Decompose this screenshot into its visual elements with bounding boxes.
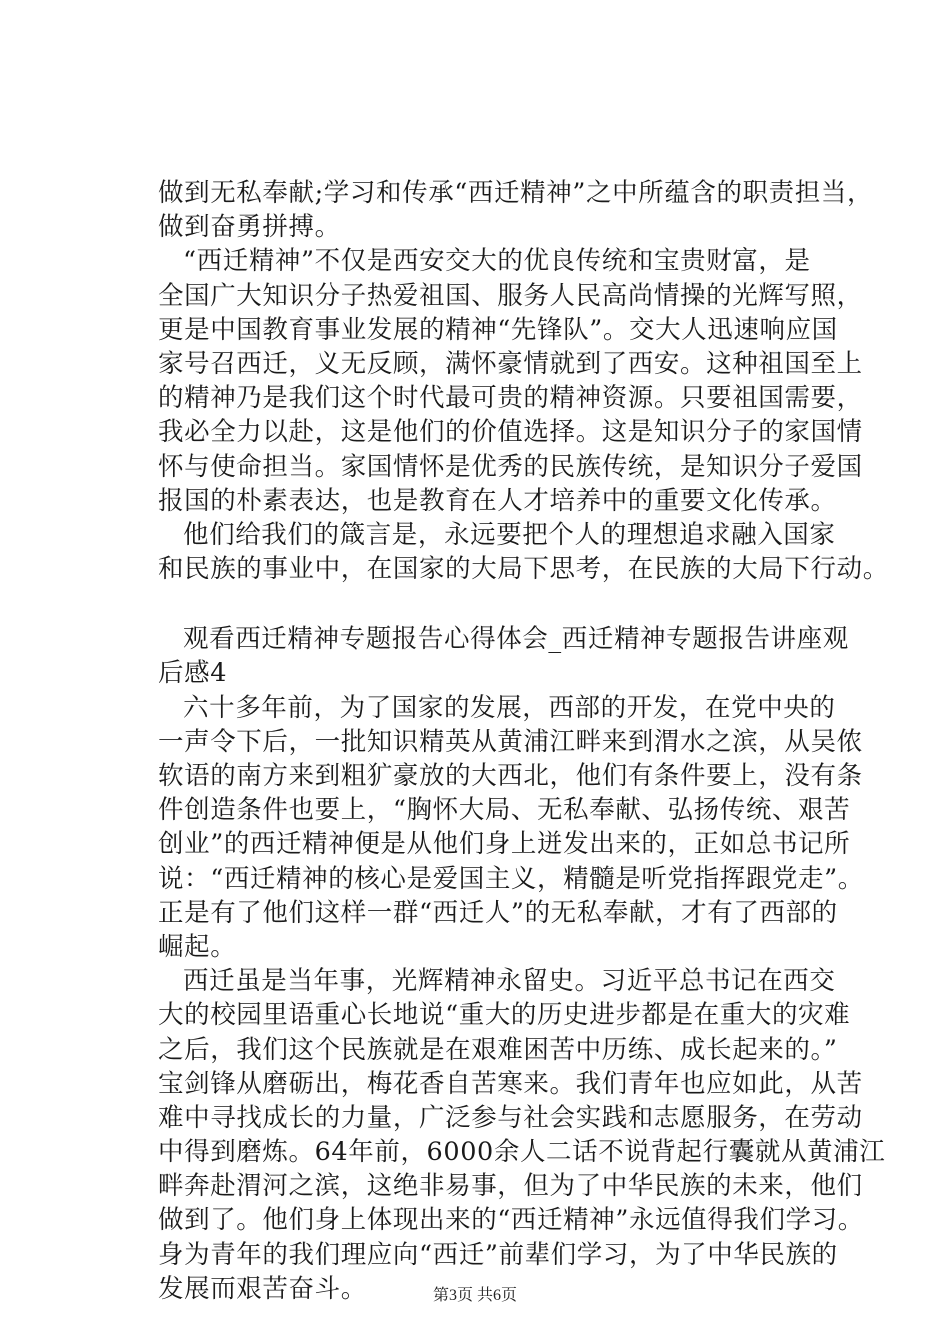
text-line: 做到奋勇拼搏。 — [158, 212, 341, 243]
paragraph-1 — [158, 176, 874, 244]
text-line: 之后，我们这个民族就是在艰难困苦中历练、成长起来的。” — [158, 1034, 838, 1065]
text-line: 正是有了他们这样一群“西迁人”的无私奉献，才有了西部的 — [158, 897, 838, 928]
text-line: 我必全力以赴，这是他们的价值选择。这是知识分子的家国情 — [158, 417, 863, 448]
text-line: 和民族的事业中，在国家的大局下思考，在民族的大局下行动。 — [158, 554, 889, 585]
text-line: 件创造条件也要上，“胸怀大局、无私奉献、弘扬传统、艰苦 — [158, 795, 851, 826]
paragraph-2 — [158, 244, 863, 518]
text-line: 畔奔赴渭河之滨，这绝非易事，但为了中华民族的未来，他们 — [158, 1171, 863, 1202]
text-line: 一声令下后，一批知识精英从黄浦江畔来到渭水之滨，从吴侬 — [158, 726, 863, 757]
paragraph-4 — [158, 691, 864, 965]
text-line: 全国广大知识分子热爱祖国、服务人民高尚情操的光辉写照， — [158, 280, 863, 311]
text-line: 的精神乃是我们这个时代最可贵的精神资源。只要祖国需要， — [158, 383, 863, 414]
paragraph-gap — [158, 586, 838, 622]
paragraph-5 — [158, 964, 886, 1306]
page-number-footer: 第3页 共6页 — [432, 1287, 517, 1304]
text-line: 宝剑锋从磨砺出，梅花香自苦寒来。我们青年也应如此，从苦 — [158, 1068, 863, 1099]
text-line: 怀与使命担当。家国情怀是优秀的民族传统，是知识分子爱国 — [158, 451, 863, 482]
text-line: “西迁精神”不仅是西安交大的优良传统和宝贵财富，是 — [183, 246, 811, 277]
text-line: 做到了。他们身上体现出来的“西迁精神”永远值得我们学习。 — [158, 1205, 864, 1236]
section-title — [158, 622, 849, 690]
text-line: 说：“西迁精神的核心是爱国主义，精髓是听党指挥跟党走”。 — [158, 863, 864, 894]
text-line: 做到无私奉献;学习和传承“西迁精神”之中所蕴含的职责担当， — [158, 178, 874, 208]
text-line: 崛起。 — [158, 931, 237, 962]
text-line: 更是中国教育事业发展的精神“先锋队”。交大人迅速响应国 — [158, 314, 838, 345]
text-line: 他们给我们的箴言是，永远要把个人的理想追求融入国家 — [183, 519, 836, 550]
text-line: 报国的朴素表达，也是教育在人才培养中的重要文化传承。 — [158, 485, 837, 516]
text-line: 发展而艰苦奋斗。 — [158, 1273, 367, 1304]
text-line: 中得到磨炼。64年前，6000余人二话不说背起行囊就从黄浦江 — [158, 1137, 886, 1168]
text-line: 难中寻找成长的力量，广泛参与社会实践和志愿服务，在劳动 — [158, 1102, 863, 1133]
section-title-line: 后感4 — [158, 658, 228, 689]
section-title-line: 观看西迁精神专题报告心得体会_西迁精神专题报告讲座观 — [183, 624, 849, 655]
text-line: 西迁虽是当年事，光辉精神永留史。习近平总书记在西交 — [183, 966, 836, 997]
text-line: 创业”的西迁精神便是从他们身上迸发出来的，正如总书记所 — [158, 829, 851, 860]
text-line: 身为青年的我们理应向“西迁”前辈们学习，为了中华民族的 — [158, 1239, 838, 1270]
text-line: 软语的南方来到粗犷豪放的大西北，他们有条件要上，没有条 — [158, 761, 863, 791]
paragraph-3 — [158, 518, 889, 586]
text-line: 大的校园里语重心长地说“重大的历史进步都是在重大的灾难 — [158, 1000, 851, 1031]
body-text — [158, 176, 889, 1306]
text-line: 六十多年前，为了国家的发展，西部的开发，在党中央的 — [183, 692, 836, 723]
text-line: 家号召西迁，义无反顾，满怀豪情就到了西安。这种祖国至上 — [158, 348, 863, 379]
